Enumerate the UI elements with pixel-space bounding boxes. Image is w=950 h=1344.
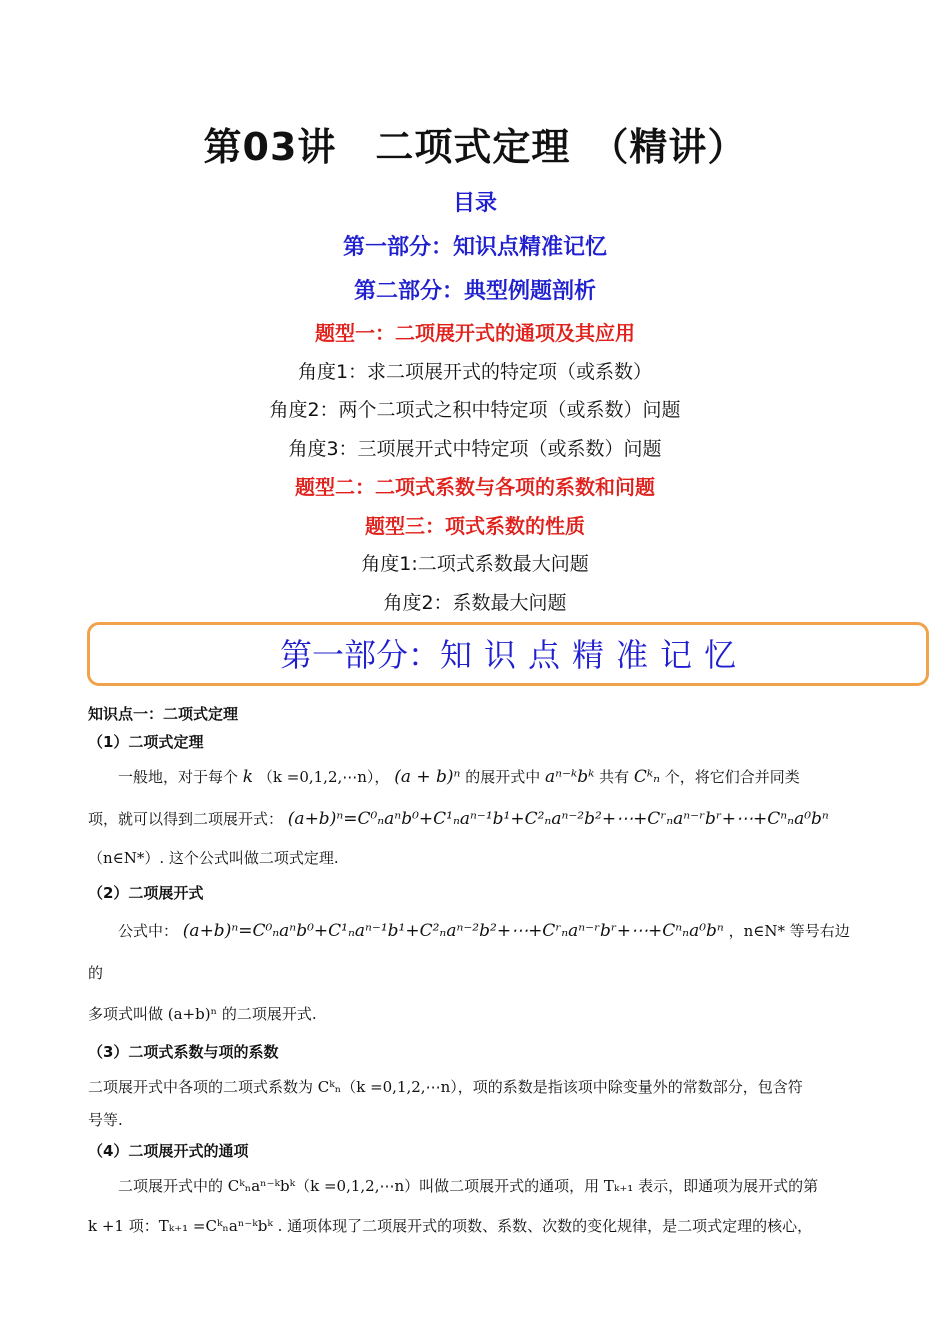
paragraph bbox=[88, 798, 863, 840]
text: 共有 bbox=[599, 768, 630, 786]
text: （k =0,1,2,⋯n）， bbox=[257, 768, 390, 786]
binomial-formula: (a+b)ⁿ=C⁰ₙaⁿb⁰+C¹ₙaⁿ⁻¹b¹+C²ₙaⁿ⁻²b²+⋯+Cʳₙaⁿ⁻ʳbʳ+⋯+Cⁿₙa⁰bⁿ bbox=[182, 921, 724, 941]
subsection-heading: （2）二项展开式 bbox=[88, 884, 204, 902]
toc-item[interactable]: 第二部分：典型例题剖析 bbox=[353, 279, 596, 304]
text: 项，就可以得到二项展开式： bbox=[88, 810, 284, 828]
math-binomial: (a + b)ⁿ bbox=[394, 767, 461, 787]
paragraph: 二项展开式中的 Cᵏₙaⁿ⁻ᵏbᵏ（k =0,1,2,⋯n）叫做二项展开式的通项，用 Tₖ₊₁ 表示，即通项为展开式的第 bbox=[118, 1177, 819, 1195]
banner-text: 记 bbox=[660, 636, 693, 674]
subsection-heading: （3）二项式系数与项的系数 bbox=[88, 1043, 279, 1061]
binomial-formula: (a+b)ⁿ=C⁰ₙaⁿb⁰+C¹ₙaⁿ⁻¹b¹+C²ₙaⁿ⁻²b²+⋯+Cʳₙaⁿ⁻ʳbʳ+⋯+Cⁿₙa⁰bⁿ bbox=[287, 809, 829, 829]
banner-text: 忆 bbox=[704, 636, 737, 674]
toc-item[interactable]: 题型一：二项展开式的通项及其应用 bbox=[315, 321, 635, 345]
toc-item[interactable]: 角度3：三项展开式中特定项（或系数）问题 bbox=[288, 437, 662, 460]
text: ，n∈N* 等号右边的 bbox=[88, 922, 850, 982]
paragraph: 二项展开式中各项的二项式系数为 Cᵏₙ（k =0,1,2,⋯n），项的系数是指该项中除变量外的常数部分，包含符 bbox=[88, 1078, 803, 1096]
math-k: k bbox=[242, 767, 254, 787]
paragraph bbox=[88, 756, 863, 798]
content-body bbox=[88, 700, 863, 1246]
toc-heading: 目录 bbox=[452, 191, 497, 216]
banner-text: 准 bbox=[616, 636, 649, 674]
paragraph: 号等. bbox=[88, 1111, 123, 1129]
text: 一般地，对于每个 bbox=[118, 768, 239, 786]
page-title: 第03讲 二项式定理 （精讲） bbox=[203, 125, 747, 169]
math-coefficient: Cᵏₙ bbox=[633, 767, 660, 787]
table-of-contents bbox=[0, 182, 950, 622]
toc-item[interactable]: 题型三：项式系数的性质 bbox=[365, 513, 585, 538]
banner-text: 点 bbox=[527, 636, 560, 674]
toc-item[interactable]: 角度1:二项式系数最大问题 bbox=[361, 553, 589, 575]
paragraph: （n∈N*）. 这个公式叫做二项式定理. bbox=[88, 849, 339, 867]
text: 个，将它们合并同类 bbox=[664, 768, 800, 786]
banner-text: 第一部分：知 bbox=[279, 636, 472, 674]
text: 的展开式中 bbox=[465, 768, 541, 786]
subsection-heading: （4）二项展开式的通项 bbox=[88, 1142, 249, 1160]
toc-item[interactable]: 角度1：求二项展开式的特定项（或系数） bbox=[297, 360, 653, 383]
toc-item[interactable]: 第一部分：知识点精准记忆 bbox=[342, 235, 607, 260]
toc-item[interactable]: 角度2：系数最大问题 bbox=[383, 591, 567, 614]
section-banner bbox=[87, 622, 929, 686]
math-term: aⁿ⁻ᵏbᵏ bbox=[545, 767, 595, 787]
paragraph bbox=[88, 910, 863, 994]
paragraph: k +1 项：Tₖ₊₁ =Cᵏₙaⁿ⁻ᵏbᵏ . 通项体现了二项展开式的项数、系数、次数的变化规律，是二项式定理的核心， bbox=[88, 1217, 813, 1235]
paragraph: 多项式叫做 (a+b)ⁿ 的二项展开式. bbox=[88, 1005, 317, 1023]
banner-text: 精 bbox=[571, 636, 604, 674]
toc-item[interactable]: 角度2：两个二项式之积中特定项（或系数）问题 bbox=[269, 399, 681, 421]
toc-item[interactable]: 题型二：二项式系数与各项的系数和问题 bbox=[295, 475, 655, 499]
banner-text: 识 bbox=[483, 636, 516, 674]
knowledge-point-heading: 知识点一：二项式定理 bbox=[88, 705, 239, 723]
subsection-heading: （1）二项式定理 bbox=[88, 733, 204, 751]
text: 公式中： bbox=[118, 922, 179, 940]
